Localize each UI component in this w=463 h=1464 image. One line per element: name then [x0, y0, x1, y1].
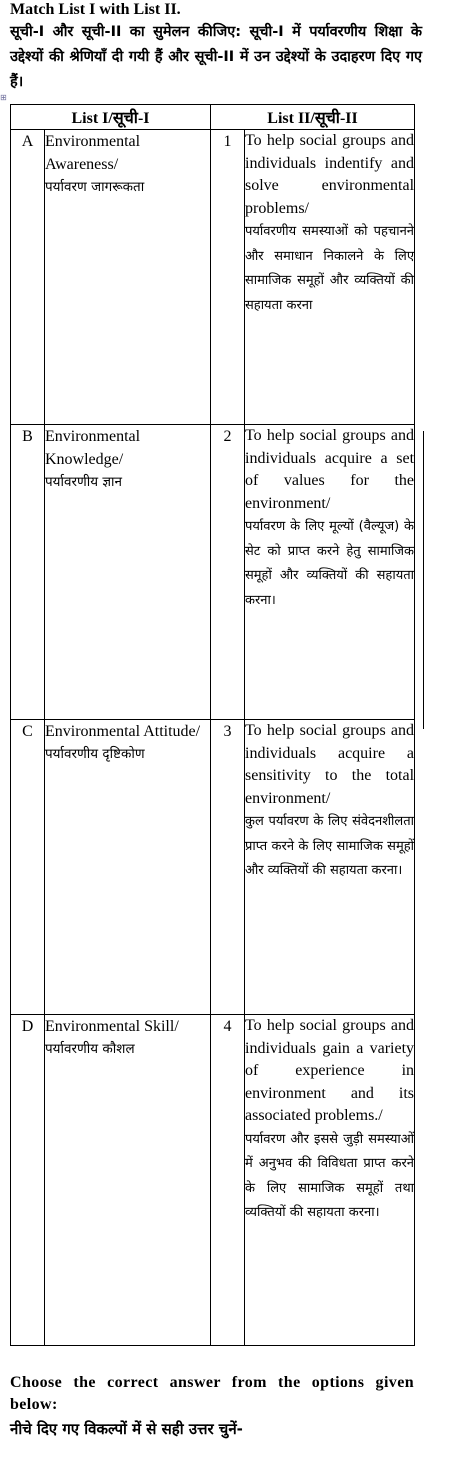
- list2-example-hindi: पर्यावरण और इससे जुड़ी समस्याओं में अनुभव की विविधता प्राप्त करने के लिए सामाजिक समूहों तथा व्यक्तियों की सहायता करना।: [245, 1131, 415, 1221]
- row-letter: C: [11, 720, 45, 1015]
- table-header-row: [11, 105, 415, 130]
- list1-term-english: Environmental Attitude/: [45, 723, 201, 740]
- list2-cell: [245, 425, 415, 720]
- list1-term-hindi: पर्यावरण जागरूकता: [45, 179, 145, 195]
- list2-example-hindi: पर्यावरणीय समस्याओं को पहचानने और समाधान निकालने के लिए सामाजिक समूहों और व्यक्तियों की सहायता करना: [245, 224, 415, 313]
- list2-example-english: To help social groups and individuals acquire a set of values for the environment/: [245, 427, 415, 512]
- list1-term-english: Environmental Knowledge/: [45, 428, 141, 468]
- list2-cell: [245, 1015, 415, 1346]
- table-move-handle-icon: ⊞: [0, 93, 7, 102]
- list1-term-hindi: पर्यावरणीय ज्ञान: [45, 474, 123, 490]
- row-number: 2: [211, 425, 245, 720]
- list2-example-hindi: कुल पर्यावरण के लिए संवेदनशीलता प्राप्त करने के लिए सामाजिक समूहों और व्यक्तियों की सहायता करना।: [245, 814, 415, 879]
- list1-cell: [45, 1015, 211, 1346]
- row-letter: D: [11, 1015, 45, 1346]
- answer-prompt-english: Choose the correct answer from the options given below:: [10, 1374, 414, 1413]
- list1-term-hindi: पर्यावरणीय कौशल: [45, 1041, 135, 1057]
- table-row: [11, 720, 415, 1015]
- match-table: [10, 104, 415, 1346]
- list1-term-hindi: पर्यावरणीय दृष्टिकोण: [45, 746, 145, 762]
- question-header: [10, 0, 422, 95]
- list1-term-english: Environmental Skill/: [45, 1018, 179, 1035]
- row-letter: B: [11, 425, 45, 720]
- list1-header: List I/सूची-I: [11, 105, 211, 130]
- list2-example-english: To help social groups and individuals acquire a sensitivity to the total environment/: [245, 722, 415, 807]
- list2-example-english: To help social groups and individuals indentify and solve environmental problems/: [245, 132, 415, 217]
- question-title: Match List I with List II.: [10, 1, 181, 18]
- row-number: 1: [211, 130, 245, 425]
- row-number: 4: [211, 1015, 245, 1346]
- table-row: [11, 130, 415, 425]
- list2-cell: [245, 130, 415, 425]
- answer-prompt: [10, 1372, 414, 1442]
- list2-cell: [245, 720, 415, 1015]
- margin-divider-line: [423, 431, 424, 729]
- list2-example-english: To help social groups and individuals gain a variety of experience in environment and its associated problems./: [245, 1017, 415, 1125]
- table-row: [11, 425, 415, 720]
- list2-example-hindi: पर्यावरण के लिए मूल्यों (वैल्यूज) के सेट को प्राप्त करने हेतु सामाजिक समूहों और व्यक्तियों की सहायता करना।: [245, 519, 415, 608]
- list2-header: List II/सूची-II: [211, 105, 415, 130]
- table-row: [11, 1015, 415, 1346]
- answer-prompt-hindi: नीचे दिए गए विकल्पों में से सही उत्तर चुनें-: [10, 1420, 243, 1438]
- row-number: 3: [211, 720, 245, 1015]
- list1-cell: [45, 425, 211, 720]
- list1-term-english: Environmental Awareness/: [45, 133, 141, 173]
- row-letter: A: [11, 130, 45, 425]
- list1-cell: [45, 720, 211, 1015]
- question-instruction-hindi: सूची-I और सूची-II का सुमेलन कीजिए: सूची-I में पर्यावरणीय शिक्षा के उद्देश्यों की श्रेणियाँ दी गयी हैं और सूची-II में उन उद्देश्यों के उदाहरण दिए गए हैं।: [10, 24, 422, 90]
- list1-cell: [45, 130, 211, 425]
